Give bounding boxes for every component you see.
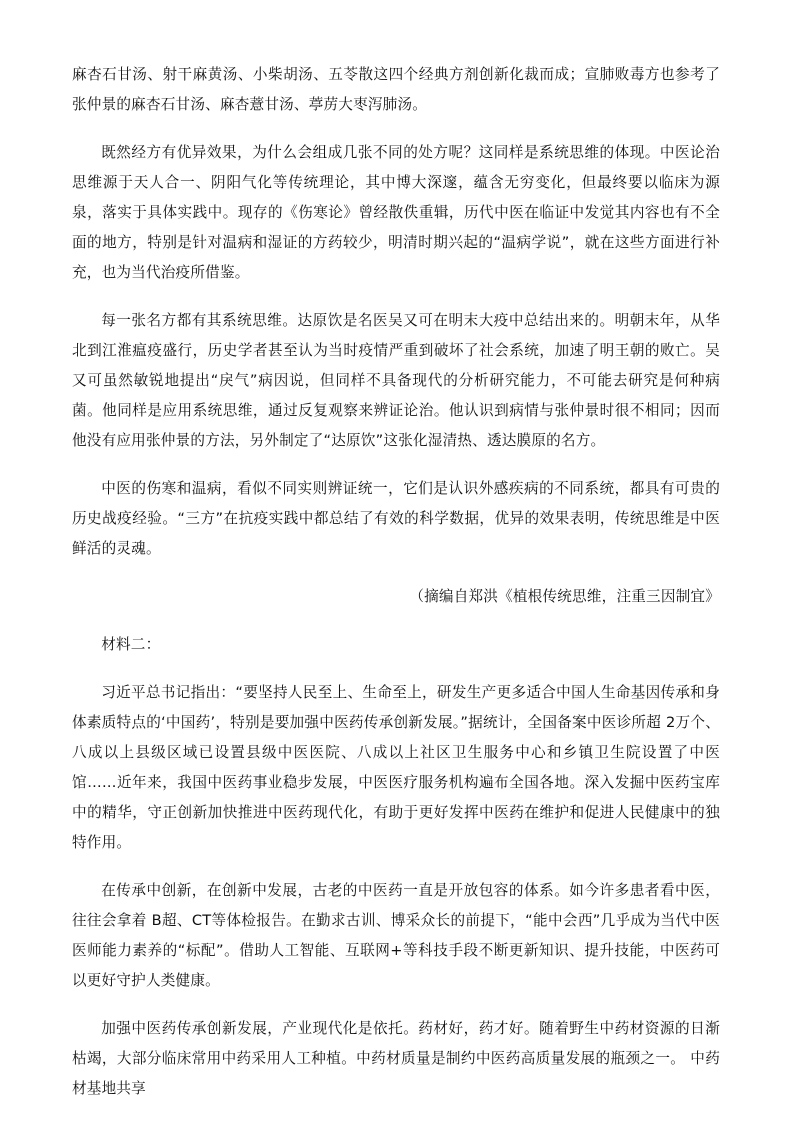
paragraph-3: 每一张名方都有其系统思维。达原饮是名医吴又可在明末大疫中总结出来的。明朝末年，从华北到江淮瘟疫盛行，历史学者甚至认为当时疫情严重到破坏了社会系统，加速了明王朝的败亡。吴又可虽然敏锐地提出“戾气”病因说，但同样不具备现代的分析研究能力，不可能去研究是何种病菌。他同样是应用系统思维，通过反复观察来辨证论治。他认识到病情与张仲景时很不相同；因而他没有应用张仲景的方法，另外制定了“达原饮”这张化湿清热、透达膜原的名方。 <box>72 312 720 449</box>
paragraph-1: 麻杏石甘汤、射干麻黄汤、小柴胡汤、五苓散这四个经典方剂创新化裁而成；宣肺败毒方也参考了张仲景的麻杏石甘汤、麻杏薏甘汤、葶苈大枣泻肺汤。 <box>72 66 720 113</box>
material-two-label: 材料二： <box>101 636 161 653</box>
document-page <box>72 60 720 1122</box>
source-citation: （摘编自郑洪《植根传统思维，注重三因制宜》 <box>409 588 720 605</box>
paragraph-5: 习近平总书记指出：“要坚持人民至上、生命至上，研发生产更多适合中国人生命基因传承和身体素质特点的‘中国药’，特别是要加强中医药传承创新发展。”据统计，全国备案中医诊所超 2万个、八成以上县级区域已设置县级中医医院、八成以上社区卫生服务中心和乡镇卫生院设置了中医馆……近年来，我国中医药事业稳步发展，中医医疗服务机构遍布全国各地。深入发掘中医药宝库中的精华，守正创新加快推进中医药现代化，有助于更好发挥中医药在维护和促进人民健康中的独特作用。 <box>72 684 720 851</box>
paragraph-2: 既然经方有优异效果，为什么会组成几张不同的处方呢？这同样是系统思维的体现。中医论治思维源于天人合一、阴阳气化等传统理论，其中博大深邃，蕴含无穷变化，但最终要以临床为源泉，落实于具体实践中。现存的《伤寒论》曾经散佚重辑，历代中医在临证中发觉其内容也有不全面的地方，特别是针对温病和湿证的方药较少，明清时期兴起的“温病学说”，就在这些方面进行补充，也为当代治疫所借鉴。 <box>72 144 720 281</box>
paragraph-6: 在传承中创新，在创新中发展，古老的中医药一直是开放包容的体系。如今许多患者看中医，往往会拿着 B超、CT等体检报告。在勤求古训、博采众长的前提下，“能中会西”几乎成为当代中医医师能力素养的“标配”。借助人工智能、互联网+等科技手段不断更新知识、提升技能，中医药可以更好守护人类健康。 <box>72 882 720 989</box>
paragraph-4: 中医的伤寒和温病，看似不同实则辨证统一，它们是认识外感疾病的不同系统，都具有可贵的历史战疫经验。“三方”在抗疫实践中都总结了有效的科学数据，优异的效果表明，传统思维是中医鲜活的灵魂。 <box>72 480 720 557</box>
paragraph-7: 加强中医药传承创新发展，产业现代化是依托。药材好，药才好。随着野生中药材资源的日渐枯竭，大部分临床常用中药采用人工种植。中药材质量是制约中医药高质量发展的瓶颈之一。 中药材基地共享 <box>72 1020 720 1097</box>
